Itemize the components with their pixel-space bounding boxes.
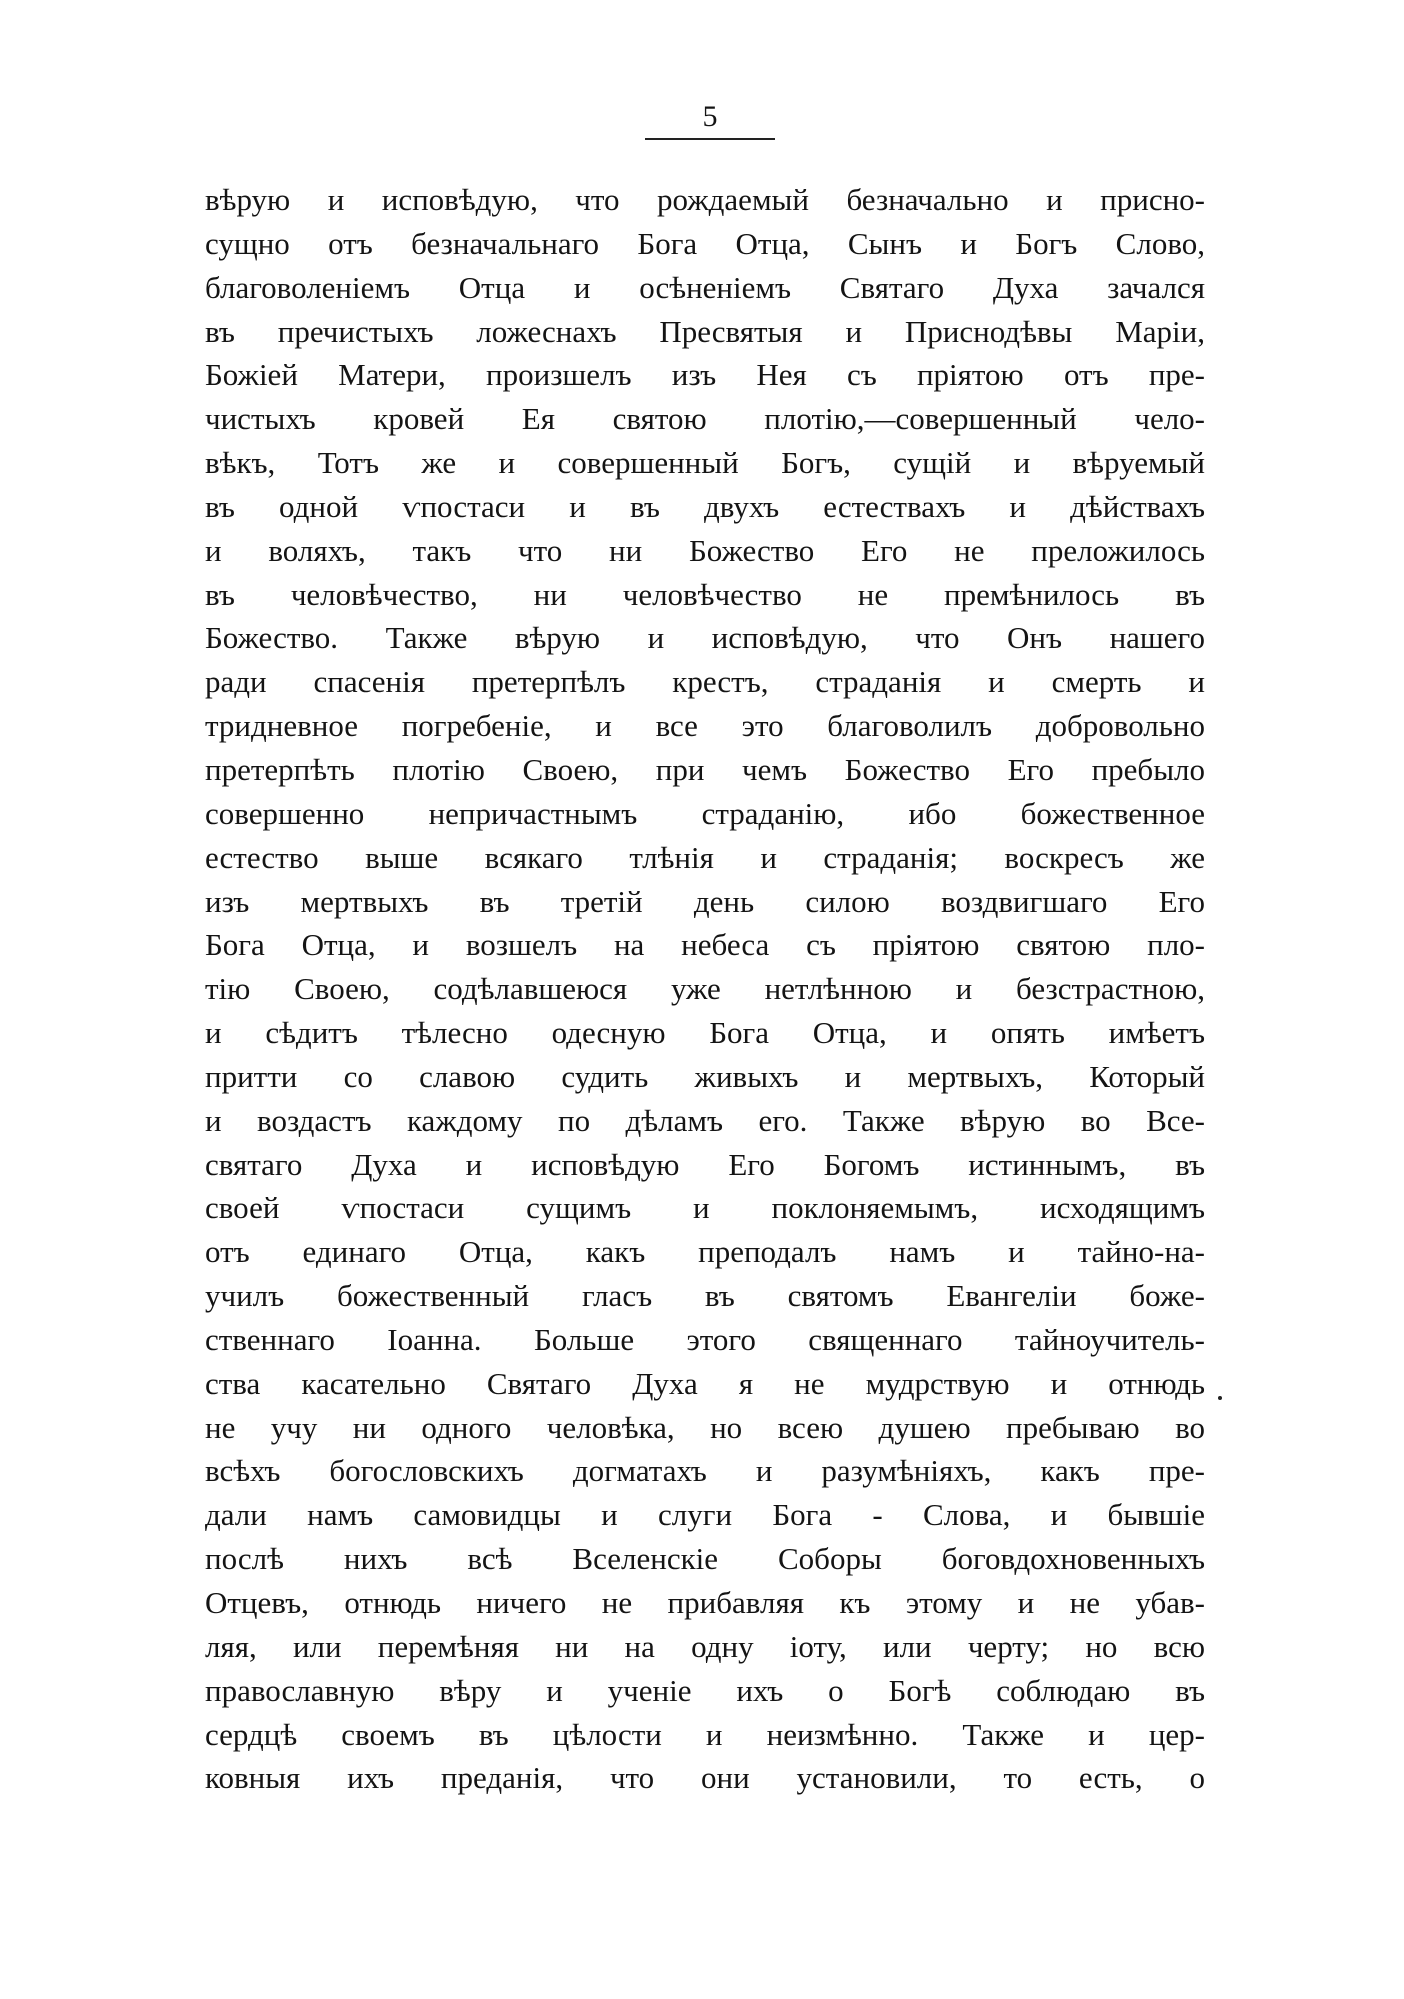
text-line: сердцѣ своемъ въ цѣлости и неизмѣнно. Также и цер- — [205, 1716, 1205, 1752]
text-line: ковныя ихъ преданія, что они установили, то есть, о — [205, 1760, 1205, 1796]
text-line: ственнаго Іоанна. Больше этого священнаго тайноучитель- — [205, 1321, 1205, 1357]
print-speck — [1218, 1396, 1222, 1400]
text-line: ради спасенія претерпѣлъ крестъ, страданія и смерть и — [205, 664, 1205, 700]
text-line: естество выше всякаго тлѣнія и страданія; воскресъ же — [205, 839, 1205, 875]
text-line: ляя, или перемѣняя ни на одну іоту, или черту; но всю — [205, 1628, 1205, 1664]
text-line: въ одной ѵпостаси и въ двухъ естествахъ и дѣйствахъ — [205, 488, 1205, 524]
text-line: послѣ нихъ всѣ Вселенскіе Соборы боговдохновенныхъ — [205, 1541, 1205, 1577]
text-line: сущно отъ безначальнаго Бога Отца, Сынъ и Богъ Слово, — [205, 225, 1205, 261]
text-line: тію Своею, содѣлавшеюся уже нетлѣнною и безстрастною, — [205, 971, 1205, 1007]
text-line: не учу ни одного человѣка, но всею душею пребываю во — [205, 1409, 1205, 1445]
text-line: вѣрую и исповѣдую, что рождаемый безначально и присно- — [205, 182, 1205, 217]
text-line: и сѣдитъ тѣлесно одесную Бога Отца, и опять имѣетъ — [205, 1015, 1205, 1051]
text-line: чистыхъ кровей Ея святою плотію,—совершенный чело- — [205, 401, 1205, 437]
body-text — [205, 178, 1205, 1800]
text-line: ства касательно Святаго Духа я не мудрствую и отнюдь — [205, 1365, 1205, 1401]
text-line: Отцевъ, отнюдь ничего не прибавляя къ этому и не убав- — [205, 1585, 1205, 1620]
text-line: претерпѣть плотію Своею, при чемъ Божество Его пребыло — [205, 751, 1205, 787]
text-line: святаго Духа и исповѣдую Его Богомъ истиннымъ, въ — [205, 1146, 1205, 1182]
text-line: училъ божественный гласъ въ святомъ Евангеліи боже- — [205, 1278, 1205, 1314]
text-line: Бога Отца, и возшелъ на небеса съ пріятою святою пло- — [205, 927, 1205, 963]
text-line: своей ѵпостаси сущимъ и поклоняемымъ, исходящимъ — [205, 1190, 1205, 1226]
text-line: притти со славою судить живыхъ и мертвыхъ, Который — [205, 1058, 1205, 1094]
text-line: благоволеніемъ Отца и осѣненіемъ Святаго Духа зачался — [205, 269, 1205, 305]
text-line: изъ мертвыхъ въ третій день силою воздвигшаго Его — [205, 883, 1205, 919]
header-rule — [645, 138, 775, 140]
text-line: и воляхъ, такъ что ни Божество Его не преложилось — [205, 532, 1205, 568]
text-line: дали намъ самовидцы и слуги Бога - Слова, и бывшіе — [205, 1497, 1205, 1533]
page-number: 5 — [702, 100, 718, 133]
text-line: всѣхъ богословскихъ догматахъ и разумѣніяхъ, какъ пре- — [205, 1453, 1205, 1489]
text-line: вѣкъ, Тотъ же и совершенный Богъ, сущій и вѣруемый — [205, 445, 1205, 481]
text-line: въ пречистыхъ ложеснахъ Пресвятыя и Приснодѣвы Маріи, — [205, 313, 1205, 349]
text-line: совершенно непричастнымъ страданію, ибо божественное — [205, 795, 1205, 831]
text-line: отъ единаго Отца, какъ преподалъ намъ и тайно-на- — [205, 1234, 1205, 1270]
page-header — [640, 100, 780, 140]
text-line: православную вѣру и ученіе ихъ о Богѣ соблюдаю въ — [205, 1672, 1205, 1708]
text-line: тридневное погребеніе, и все это благоволилъ добровольно — [205, 708, 1205, 744]
text-line: Божество. Также вѣрую и исповѣдую, что Онъ нашего — [205, 620, 1205, 656]
text-line: Божіей Матери, произшелъ изъ Нея съ пріятою отъ пре- — [205, 357, 1205, 393]
text-line: въ человѣчество, ни человѣчество не премѣнилось въ — [205, 576, 1205, 612]
text-line: и воздастъ каждому по дѣламъ его. Также вѣрую во Все- — [205, 1102, 1205, 1138]
